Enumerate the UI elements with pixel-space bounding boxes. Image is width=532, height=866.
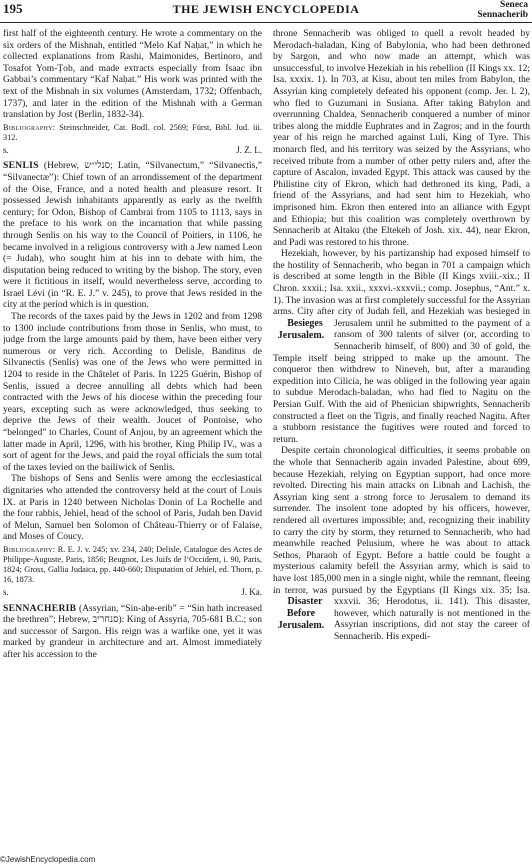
side-note-besieges [273,318,330,342]
bibliography-label: Bibliography: [3,544,56,554]
paragraph-taxes: The records of the taxes paid by the Jews in 1202 and from 1298 to 1300 include contributions from those in Senlis, who must, to judge from the large amounts paid by them, have been either very numerous or very rich. According to Delisle, Banditus de Silvanectis (Senlis) was one of the Jews who were permitted in 1204 to reside in the Châtelet of Paris. In 1225 Guérin, Bishop of Senlis, issued a decree annulling all debts which had been contracted with the Jews of his diocese within the preceding four years, excepting such as were acknowledged, thus seeking to deprive the Jews of their wealth. Joucet of Pontoise, who “belonged” to Charles, Count of Anjou, by an agreement which the latter made in April, 1296, with his brother, King Philip IV., was a sort of agent for the Jews, and paid the royal officials the sum total of the taxes levied on the bailiwick of Senlis. [3,311,262,473]
right-column [273,28,530,854]
footer-copyright[interactable] [0,855,95,864]
paragraph-text: Hezekiah, however, by his partizanship had exposed himself to the hostility of Sennacherib, who began in 701 a campaign which is described at some length in the Bible (II Kings xviii.-xix.; II Chron. xxxii.; Isa. xxii., xxxvi.-xxxvii.; comp. Josephus, “Ant.” x. 1). The invasion was at first completely successful for the Assyrian arms. City after city of Judah fell, and Hezekiah was besieged in Jerusalem until he submitted to the payment of [273,248,530,329]
side-note-line: Disaster [287,596,323,608]
running-head-first: Seneca [500,0,528,10]
entry-headword: SENLIS [3,160,39,172]
paragraph-revolt: throne Sennacherib was obliged to quell a revolt headed by Merodach-baladan, King of Babylonia, who had been dethroned by Sargon, and who now made an attempt, which was unsuccessful, to involve Hezekiah in his rebellion (II Kings xx. 12; Isa. xxxix. 1). In 703, at Kisu, about ten miles from Babylon, the Assyrian king completely defeated his opponent (comp. Jer. l. 2), who fled to Guzumani in Susiana. After taking Babylon and overrunning Chaldea, Sennacherib conquered a number of minor tribes along the middle Euphrates and in Zagros; and in the fourth year of his reign he marched against Luli, King of Tyre. This monarch fled, and his territory was seized by the Assyrians, who received tribute from a number of other petty rulers and, after the capture of Ascalon, invaded Egypt. This attack was caused by the Philistine city of Ekron, which had dethroned its king, Padi, a friend of the Assyrians, and had sent him to Hezekiah, who imprisoned him. Ekron then entered into an alliance with Egypt and Ethiopia; but this coalition was completely overthrown by Sennacherib at Altaku (the Eltekeh of Josh. xix. 44), near Ekron, and Padi was restored to his throne. [273,28,530,248]
left-column [3,28,262,854]
signature-class: s. [3,144,9,155]
entry-body: (Hebrew, סנלי״ש; Latin, “Silvanectum,” “Silvanectis,” “Silvanectæ”): Chief town of an arrondissement of the department of the Oise, France, and a noted health and pleasure resort. It possessed Jewish inhabitants apparently as early as the twelfth century; for Odon, Bishop of Cambrai from 1105 to 1113, says in the preface to his work on the incarnation that while passing through Senlis on his way to the Council of Poitiers, in 1106, he became involved in a religious controversy with a Jew named Leon (= Judah), who sought him at his inn to debate with him, the disputation being reduced to writing by the bishop. The story, even were it fictitious in itself, would nevertheless serve, according to Israel Lévi (in “R. E. J.” v. 245), to prove that Jews resided in the city at the period which is in question. [3,160,262,311]
header-rule [0,22,532,23]
page-header [0,0,532,22]
running-title: THE JEWISH ENCYCLOPEDIA [172,2,360,16]
paragraph-bishops: The bishops of Sens and Senlis were among the ecclesiastical dignitaries who attended the controversy held at the court of Louis IX. at Paris in 1240 between Nicholas Donin of La Rochelle and the four rabbis, Jehiel, head of the school of Paris, Judah ben David of Melun, Samuel ben Solomon of Château-Thierry or of Falaise, and Moses of Coucy. [3,473,262,543]
bibliography-label: Bibliography: [3,122,56,132]
bibliography-2 [3,545,262,585]
bibliography-text: R. E. J. v. 245; xv. 234, 240; Delisle, Catalogue des Actes de Philippe-Auguste, Paris, 1856; Beugnot, Les Juifs de l’Occident, i. 90, Paris, 1824; Gross, Gallia Judaica, pp. 440-660; Disputation of Jehiel, ed. Thorn, p. 16, 1873. [3,544,262,584]
running-head-last: Sennacherib [477,10,528,20]
entry-body: (Assyrian, “Sin-aḥe-erib” = “Sin hath increased the brethren”; Hebrew, סנחריב): King of Assyria, 705-681 B.C.; son and successor of Sargon. His reign was a warlike one, yet it was marked by grandeur in architecture and art. Almost immediately after his accession to the [3,602,262,660]
paragraph-text: This disaster, however, which naturally is not mentioned in the Assyrian inscriptions, did not stay the career of Sennacherib. His expedi- [334,596,530,642]
entry-sennacherib [3,603,262,661]
side-note-line: Jerusalem. [277,620,325,632]
signature-author: J. Ka. [241,586,262,597]
signature-author: J. Z. L. [236,144,262,155]
entry-senlis [3,160,262,311]
page-number: 195 [3,1,23,16]
bibliography-text: Steinschneider, Cat. Bodl. col. 2569; Fürst, Bibl. Jud. iii. 312. [3,122,262,142]
running-head [477,0,528,20]
paragraph-text: a ransom of 300 talents of silver (or, according to Sennacherib himself, of 800) and 30 of gold, the Temple itself being stripped to make up the amount. The conqueror then withdrew to Nineveh, but, after a marauding expedition into Cilicia, he was obliged in the following year again to subdue Merodach-baladan, who had fled to Nagitu on the Persian Gulf. With the aid of Phenician shipwrights, Sennacherib constructed a fleet on the Tigris, and finally reached Nagitu. After a stubborn resistance the fugitives were routed and forced to return. [273,317,530,445]
side-note-line: Jerusalem. [277,329,325,341]
side-note-line: Besieges [287,317,323,329]
signature-2 [3,587,262,599]
signature-class: s. [3,586,9,597]
signature-1 [3,145,262,157]
bibliography-1 [3,123,262,143]
paragraph-campaign [273,248,530,445]
entry-headword: SENNACHERIB [3,602,77,614]
side-note-line: Before [286,608,316,620]
paragraph-disaster [273,445,530,642]
copyright-link[interactable]: ©JewishEncyclopedia.com [0,855,96,864]
side-note-disaster [273,596,330,632]
paragraph-intro: first half of the eighteenth century. He wrote a commentary on the six orders of the Mishnah, entitled “Melo Kaf Naḥat,” in which he collected explanations from Rashi, Maimonides, Bertinoro, and Tosafot Yom-Ṭob, and made extracts especially from Isaac ibn Gabbai’s commentary “Kaf Naḥat.” His work was printed with the text of the Mishnah in six volumes (Amsterdam, 1732; Offenbach, 1737), and later in the edition of the Mishnah with a German translation by Jost (Berlin, 1832-34). [3,28,262,121]
paragraph-text: Despite certain chronological difficulties, it seems probable on the whole that Sennacherib again invaded Palestine, about 699, because Hezekiah, relying on Egyptian support, had once more revolted. Directing his main attacks on Libnah and Lachish, the Assyrian king sent a strong force to Jerusalem to demand its surrender. The insolent tone adopted by his officers, however, rendered all overtures impossible; and, recognizing their inability to carry the city by storm, they returned to Sennacherib, who had meanwhile reached Pelusium, where he was about to attack Sethos, Pharaoh of Egypt. Before a battle could be fought a mysterious calamity befell the Assyrian army, which is said to have lost 185,000 men in a single night, while the remnant, fleeing in terror, was pursued by the Egyptians (II Kings xix. 35; Isa. xxxvii. 36; Herodotus, ii. 141). [273,445,530,608]
